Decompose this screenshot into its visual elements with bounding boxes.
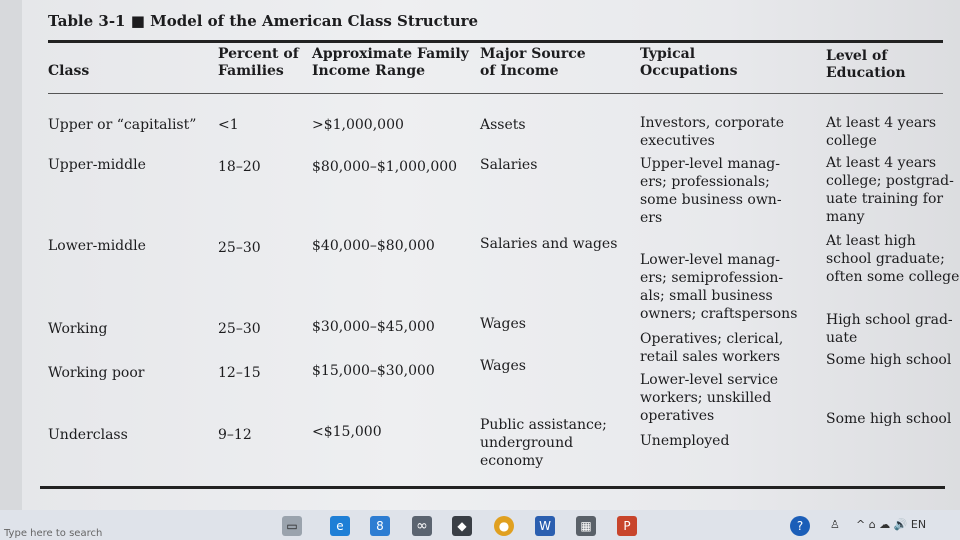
row-1-percent: <1 — [218, 117, 239, 133]
row-2-income: $80,000–$1,000,000 — [312, 159, 458, 175]
header-education: Level of Education — [826, 48, 906, 81]
header-class: Class — [48, 63, 90, 79]
row-2-percent: 18–20 — [218, 159, 261, 175]
row-5-class: Working poor — [48, 365, 145, 381]
row-1-class: Upper or “capitalist” — [48, 117, 197, 133]
help-icon[interactable]: ? — [790, 516, 810, 536]
row-5-source: Wages — [480, 358, 526, 374]
row-4-class: Working — [48, 321, 108, 337]
row-4-education: High school grad- uate — [826, 312, 953, 346]
row-4-source: Wages — [480, 316, 526, 332]
row-2-source: Salaries — [480, 157, 538, 173]
row-4-occupations: Operatives; clerical, retail sales workers — [640, 331, 784, 365]
row-2-class: Upper-middle — [48, 157, 146, 173]
row-6-percent: 9–12 — [218, 427, 252, 443]
row-6-occupations: Unemployed — [640, 433, 730, 449]
row-5-education: Some high school — [826, 352, 952, 368]
calculator-icon[interactable]: ▦ — [576, 516, 596, 536]
header-source: Major Source of Income — [480, 46, 586, 79]
row-4-percent: 25–30 — [218, 321, 261, 337]
taskbar — [0, 510, 960, 540]
row-5-occupations: Lower-level service workers; unskilled operatives — [640, 372, 778, 424]
row-3-class: Lower-middle — [48, 238, 146, 254]
header-percent: Percent of Families — [218, 46, 299, 79]
row-5-income: $15,000–$30,000 — [312, 363, 435, 379]
row-3-education: At least high school graduate; often some college — [826, 233, 960, 285]
chrome-icon[interactable]: ● — [494, 516, 514, 536]
row-6-income: <$15,000 — [312, 424, 382, 440]
row-3-occupations: Lower-level manag- ers; semiprofession- als; small business owners; craftspersons — [640, 252, 798, 322]
row-6-education: Some high school — [826, 411, 952, 427]
row-6-source: Public assistance; underground economy — [480, 417, 607, 469]
infinity-icon[interactable]: ∞ — [412, 516, 432, 536]
powerpoint-icon[interactable]: P — [617, 516, 637, 536]
task-view-icon[interactable]: ▭ — [282, 516, 302, 536]
taskbar-search[interactable]: Type here to search — [4, 528, 103, 539]
table-title: Table 3-1 ■ Model of the American Class Structure — [48, 12, 479, 30]
infinity-app-icon[interactable]: 8 — [370, 516, 390, 536]
row-1-income: >$1,000,000 — [312, 117, 404, 133]
row-5-percent: 12–15 — [218, 365, 261, 381]
row-1-source: Assets — [480, 117, 526, 133]
row-1-occupations: Investors, corporate executives — [640, 115, 785, 149]
top-rule — [48, 40, 943, 43]
header-income: Approximate Family Income Range — [312, 46, 469, 79]
row-1-education: At least 4 years college — [826, 115, 937, 149]
row-3-source: Salaries and wages — [480, 236, 618, 252]
header-rule — [48, 93, 943, 94]
row-2-occupations: Upper-level manag- ers; professionals; some business own- ers — [640, 156, 782, 226]
bottom-rule — [40, 486, 945, 489]
store-icon[interactable]: ◆ — [452, 516, 472, 536]
word-icon[interactable]: W — [535, 516, 555, 536]
edge-icon[interactable]: e — [330, 516, 350, 536]
row-6-class: Underclass — [48, 427, 128, 443]
people-icon[interactable]: ♙ — [830, 518, 840, 531]
row-4-income: $30,000–$45,000 — [312, 319, 435, 335]
row-3-percent: 25–30 — [218, 240, 261, 256]
row-2-education: At least 4 years college; postgrad- uate training for many — [826, 155, 954, 225]
header-occupations: Typical Occupations — [640, 46, 738, 79]
row-3-income: $40,000–$80,000 — [312, 238, 435, 254]
system-tray[interactable]: ^ ⌂ ☁ 🔊 EN — [856, 518, 927, 531]
